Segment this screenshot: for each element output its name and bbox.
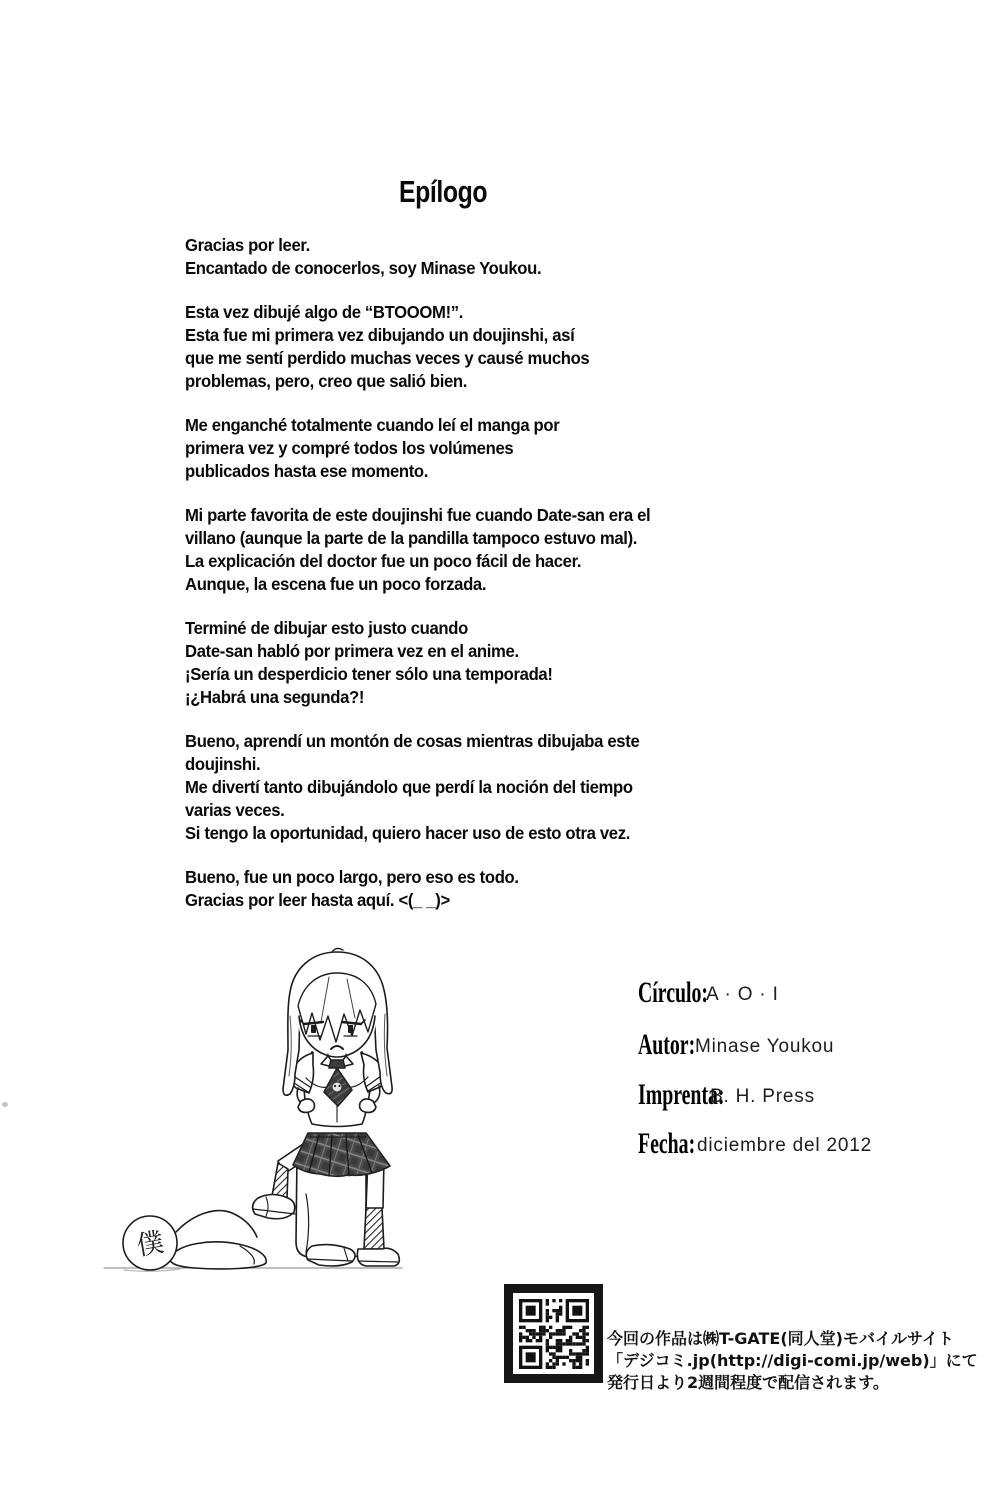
paragraph <box>185 617 728 709</box>
credit-label-date: Fecha: <box>638 1127 696 1160</box>
credit-row-press <box>638 1078 958 1114</box>
paragraph <box>185 866 728 912</box>
text-line: publicados hasta ese momento. <box>185 461 429 481</box>
credits-block <box>638 972 958 1182</box>
credit-label-circle: Círculo: <box>638 976 709 1009</box>
text-line: ¡¿Habrá una segunda?! <box>185 687 365 707</box>
text-line: Esta fue mi primera vez dibujando un doujinshi, así <box>185 325 575 345</box>
credit-value-date: diciembre del 2012 <box>697 1135 872 1156</box>
page-title <box>185 173 701 210</box>
text-line: Gracias por leer. <box>185 235 310 255</box>
text-line: Me enganché totalmente cuando leí el manga por <box>185 415 560 435</box>
text-line: Si tengo la oportunidad, quiero hacer uso de esto otra vez. <box>185 823 631 843</box>
epilogue-illustration <box>100 946 500 1280</box>
lying-figure-label: 僕 <box>134 1226 167 1263</box>
epilogue-text <box>185 234 728 933</box>
text-line: Encantado de conocerlos, soy Minase Youkou. <box>185 258 542 278</box>
qr-note <box>607 1328 978 1394</box>
paragraph <box>185 414 728 483</box>
text-line: Aunque, la escena fue un poco forzada. <box>185 574 487 594</box>
credit-row-date <box>638 1127 958 1163</box>
qr-code <box>504 1284 603 1383</box>
text-line: villano (aunque la parte de la pandilla tampoco estuvo mal). <box>185 528 638 548</box>
qr-note-line: 発行日より2週間程度で配信されます。 <box>607 1373 889 1392</box>
text-line: Bueno, aprendí un montón de cosas mientras dibujaba este <box>185 731 640 751</box>
credit-label-press: Imprenta: <box>638 1078 725 1111</box>
text-line: Date-san habló por primera vez en el anime. <box>185 641 519 661</box>
paragraph <box>185 234 728 280</box>
text-line: Bueno, fue un poco largo, pero eso es todo. <box>185 867 519 887</box>
credit-row-author <box>638 1028 958 1064</box>
paragraph <box>185 301 728 393</box>
text-line: Mi parte favorita de este doujinshi fue cuando Date-san era el <box>185 505 651 525</box>
text-line: Esta vez dibujé algo de “BTOOOM!”. <box>185 302 464 322</box>
text-line: La explicación del doctor fue un poco fácil de hacer. <box>185 551 582 571</box>
qr-note-line: 今回の作品は㈱T-GATE(同人堂)モバイルサイト <box>607 1329 954 1348</box>
paragraph <box>185 504 728 596</box>
qr-modules <box>519 1299 589 1369</box>
paragraph <box>185 730 728 845</box>
credit-label-author: Autor: <box>638 1028 696 1061</box>
page-title-text: Epílogo <box>398 174 488 209</box>
text-line: ¡Sería un desperdicio tener sólo una temporada! <box>185 664 553 684</box>
text-line: varias veces. <box>185 800 285 820</box>
scan-speck <box>2 1102 8 1107</box>
credit-value-circle: A · O · I <box>706 984 779 1005</box>
text-line: Me divertí tanto dibujándolo que perdí la noción del tiempo <box>185 777 633 797</box>
text-line: Gracias por leer hasta aquí. <(_ _)> <box>185 890 450 910</box>
credit-value-author: Minase Youkou <box>695 1036 835 1057</box>
text-line: problemas, pero, creo que salió bien. <box>185 371 468 391</box>
credit-value-press: B. H. Press <box>710 1086 815 1107</box>
qr-note-line: 「デジコミ.jp(http://digi-comi.jp/web)」にて <box>607 1351 978 1370</box>
text-line: Terminé de dibujar esto justo cuando <box>185 618 468 638</box>
text-line: que me sentí perdido muchas veces y causé muchos <box>185 348 590 368</box>
text-line: doujinshi. <box>185 754 261 774</box>
text-line: primera vez y compré todos los volúmenes <box>185 438 514 458</box>
credit-row-circle <box>638 976 958 1012</box>
